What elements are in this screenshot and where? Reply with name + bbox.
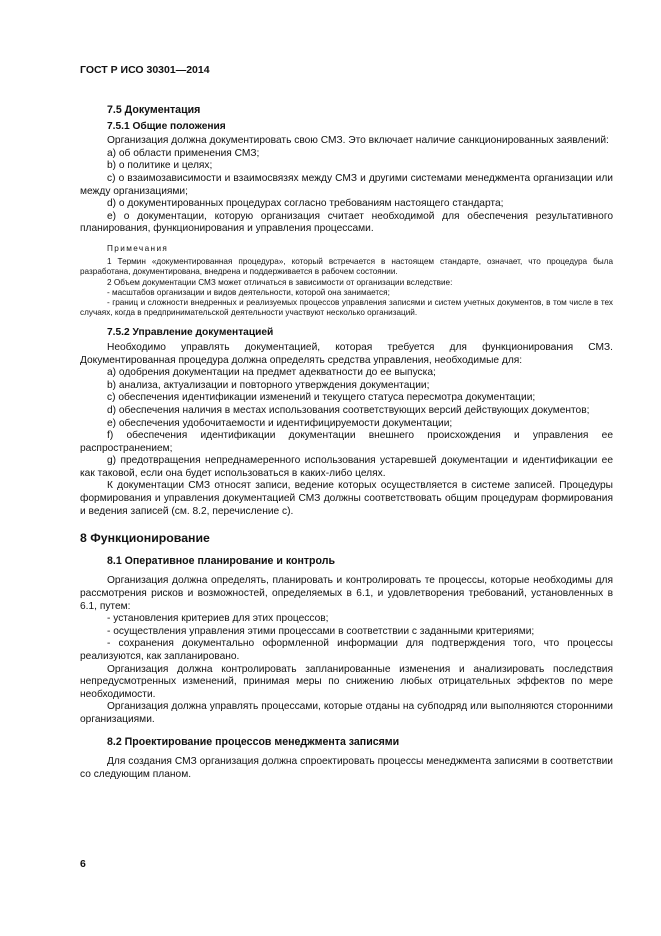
- section-8-1-title: 8.1 Оперативное планирование и контроль: [107, 554, 335, 567]
- note-item: - границ и сложности внедренных и реализуемых процессов управления записями и систем учетных документов, в том числе в тех случаях, когда в предпринимательской деятельности участвуют несколько организаций.: [80, 297, 613, 318]
- list-item: c) о взаимозависимости и взаимосвязях между СМЗ и другими системами менеджмента организации или между организациями;: [80, 172, 613, 197]
- paragraph: Организация должна управлять процессами, которые отданы на субподряд или выполняются сторонними организациями.: [80, 701, 613, 725]
- list-item: a) об области применения СМЗ;: [107, 147, 260, 159]
- paragraph: К документации СМЗ относят записи, ведение которых осуществляется в системе записей. Процедуры формирования и управления документацией СМЗ должны соответствовать общим процедурам формирования и ведения записей (см. 8.2, перечисление с).: [80, 480, 613, 517]
- section-8-title: 8 Функционирование: [80, 531, 210, 546]
- paragraph: Организация должна документировать свою СМЗ. Это включает наличие санкционированных заявлений:: [107, 135, 609, 147]
- list-item: g) предотвращения непреднамеренного использования устаревшей документации и идентификации ее как таковой, если она будет использоваться в каких-либо целях.: [80, 455, 613, 479]
- list-item: a) одобрения документации на предмет адекватности до ее выпуска;: [107, 367, 436, 379]
- paragraph: Организация должна определять, планировать и контролировать те процессы, которые необходимы для рассмотрения рисков и возможностей, определяемых в 6.1, и удовлетворения требований, установленных в 6.1, путем:: [80, 575, 613, 612]
- list-item: - сохранения документально оформленной информации для подтверждения того, что процессы реализуются, как запланировано.: [80, 638, 613, 663]
- list-item: е) о документации, которую организация считает необходимой для обеспечения результативного планирования, функционирования и управления процессами.: [80, 210, 613, 235]
- section-7-5-title: 7.5 Документация: [107, 104, 201, 116]
- note-item: 1 Термин «документированная процедура», который встречается в настоящем стандарте, означает, что процедура была разработана, документирована, внедрена и поддерживается в рабочем состоянии.: [80, 257, 613, 277]
- section-7-5-2-title: 7.5.2 Управление документацией: [107, 327, 274, 339]
- list-item: c) обеспечения идентификации изменений и текущего статуса пересмотра документации;: [107, 392, 536, 404]
- note-item: 2 Объем документации СМЗ может отличаться в зависимости от организации вследствие:: [107, 277, 453, 287]
- page-number: 6: [80, 858, 86, 870]
- section-8-2-title: 8.2 Проектирование процессов менеджмента записями: [107, 735, 400, 748]
- list-item: b) анализа, актуализации и повторного утверждения документации;: [107, 379, 430, 391]
- list-item: e) обеспечения удобочитаемости и идентифицируемости документации;: [107, 417, 453, 429]
- paragraph: Необходимо управлять документацией, которая требуется для функционирования СМЗ. Документированная процедура должна определять средства управления, необходимые для:: [80, 341, 613, 366]
- list-item: f) обеспечения идентификации документации внешнего происхождения и управления ее распространением;: [80, 430, 613, 454]
- list-item: - осуществления управления этими процессами в соответствии с заданными критериями;: [107, 625, 535, 637]
- note-item: - масштабов организации и видов деятельности, которой она занимается;: [107, 287, 390, 297]
- paragraph: Для создания СМЗ организация должна спроектировать процессы менеджмента записями в соответствии со следующим планом.: [80, 756, 613, 780]
- paragraph: Организация должна контролировать запланированные изменения и анализировать последствия непредусмотренных изменений, принимая меры по снижению любых отрицательных эффектов по мере необходимости.: [80, 663, 613, 700]
- list-item: - установления критериев для этих процессов;: [107, 613, 329, 625]
- document-header: ГОСТ Р ИСО 30301—2014: [80, 64, 210, 76]
- list-item: b) о политике и целях;: [107, 160, 213, 172]
- section-7-5-1-title: 7.5.1 Общие положения: [107, 120, 226, 132]
- page-body: [80, 96, 613, 781]
- list-item: d) о документированных процедурах согласно требованиям настоящего стандарта;: [107, 198, 504, 210]
- notes-block: [80, 244, 613, 318]
- notes-title: Примечания: [107, 243, 169, 253]
- list-item: d) обеспечения наличия в местах использования соответствующих версий действующих документов;: [107, 404, 590, 416]
